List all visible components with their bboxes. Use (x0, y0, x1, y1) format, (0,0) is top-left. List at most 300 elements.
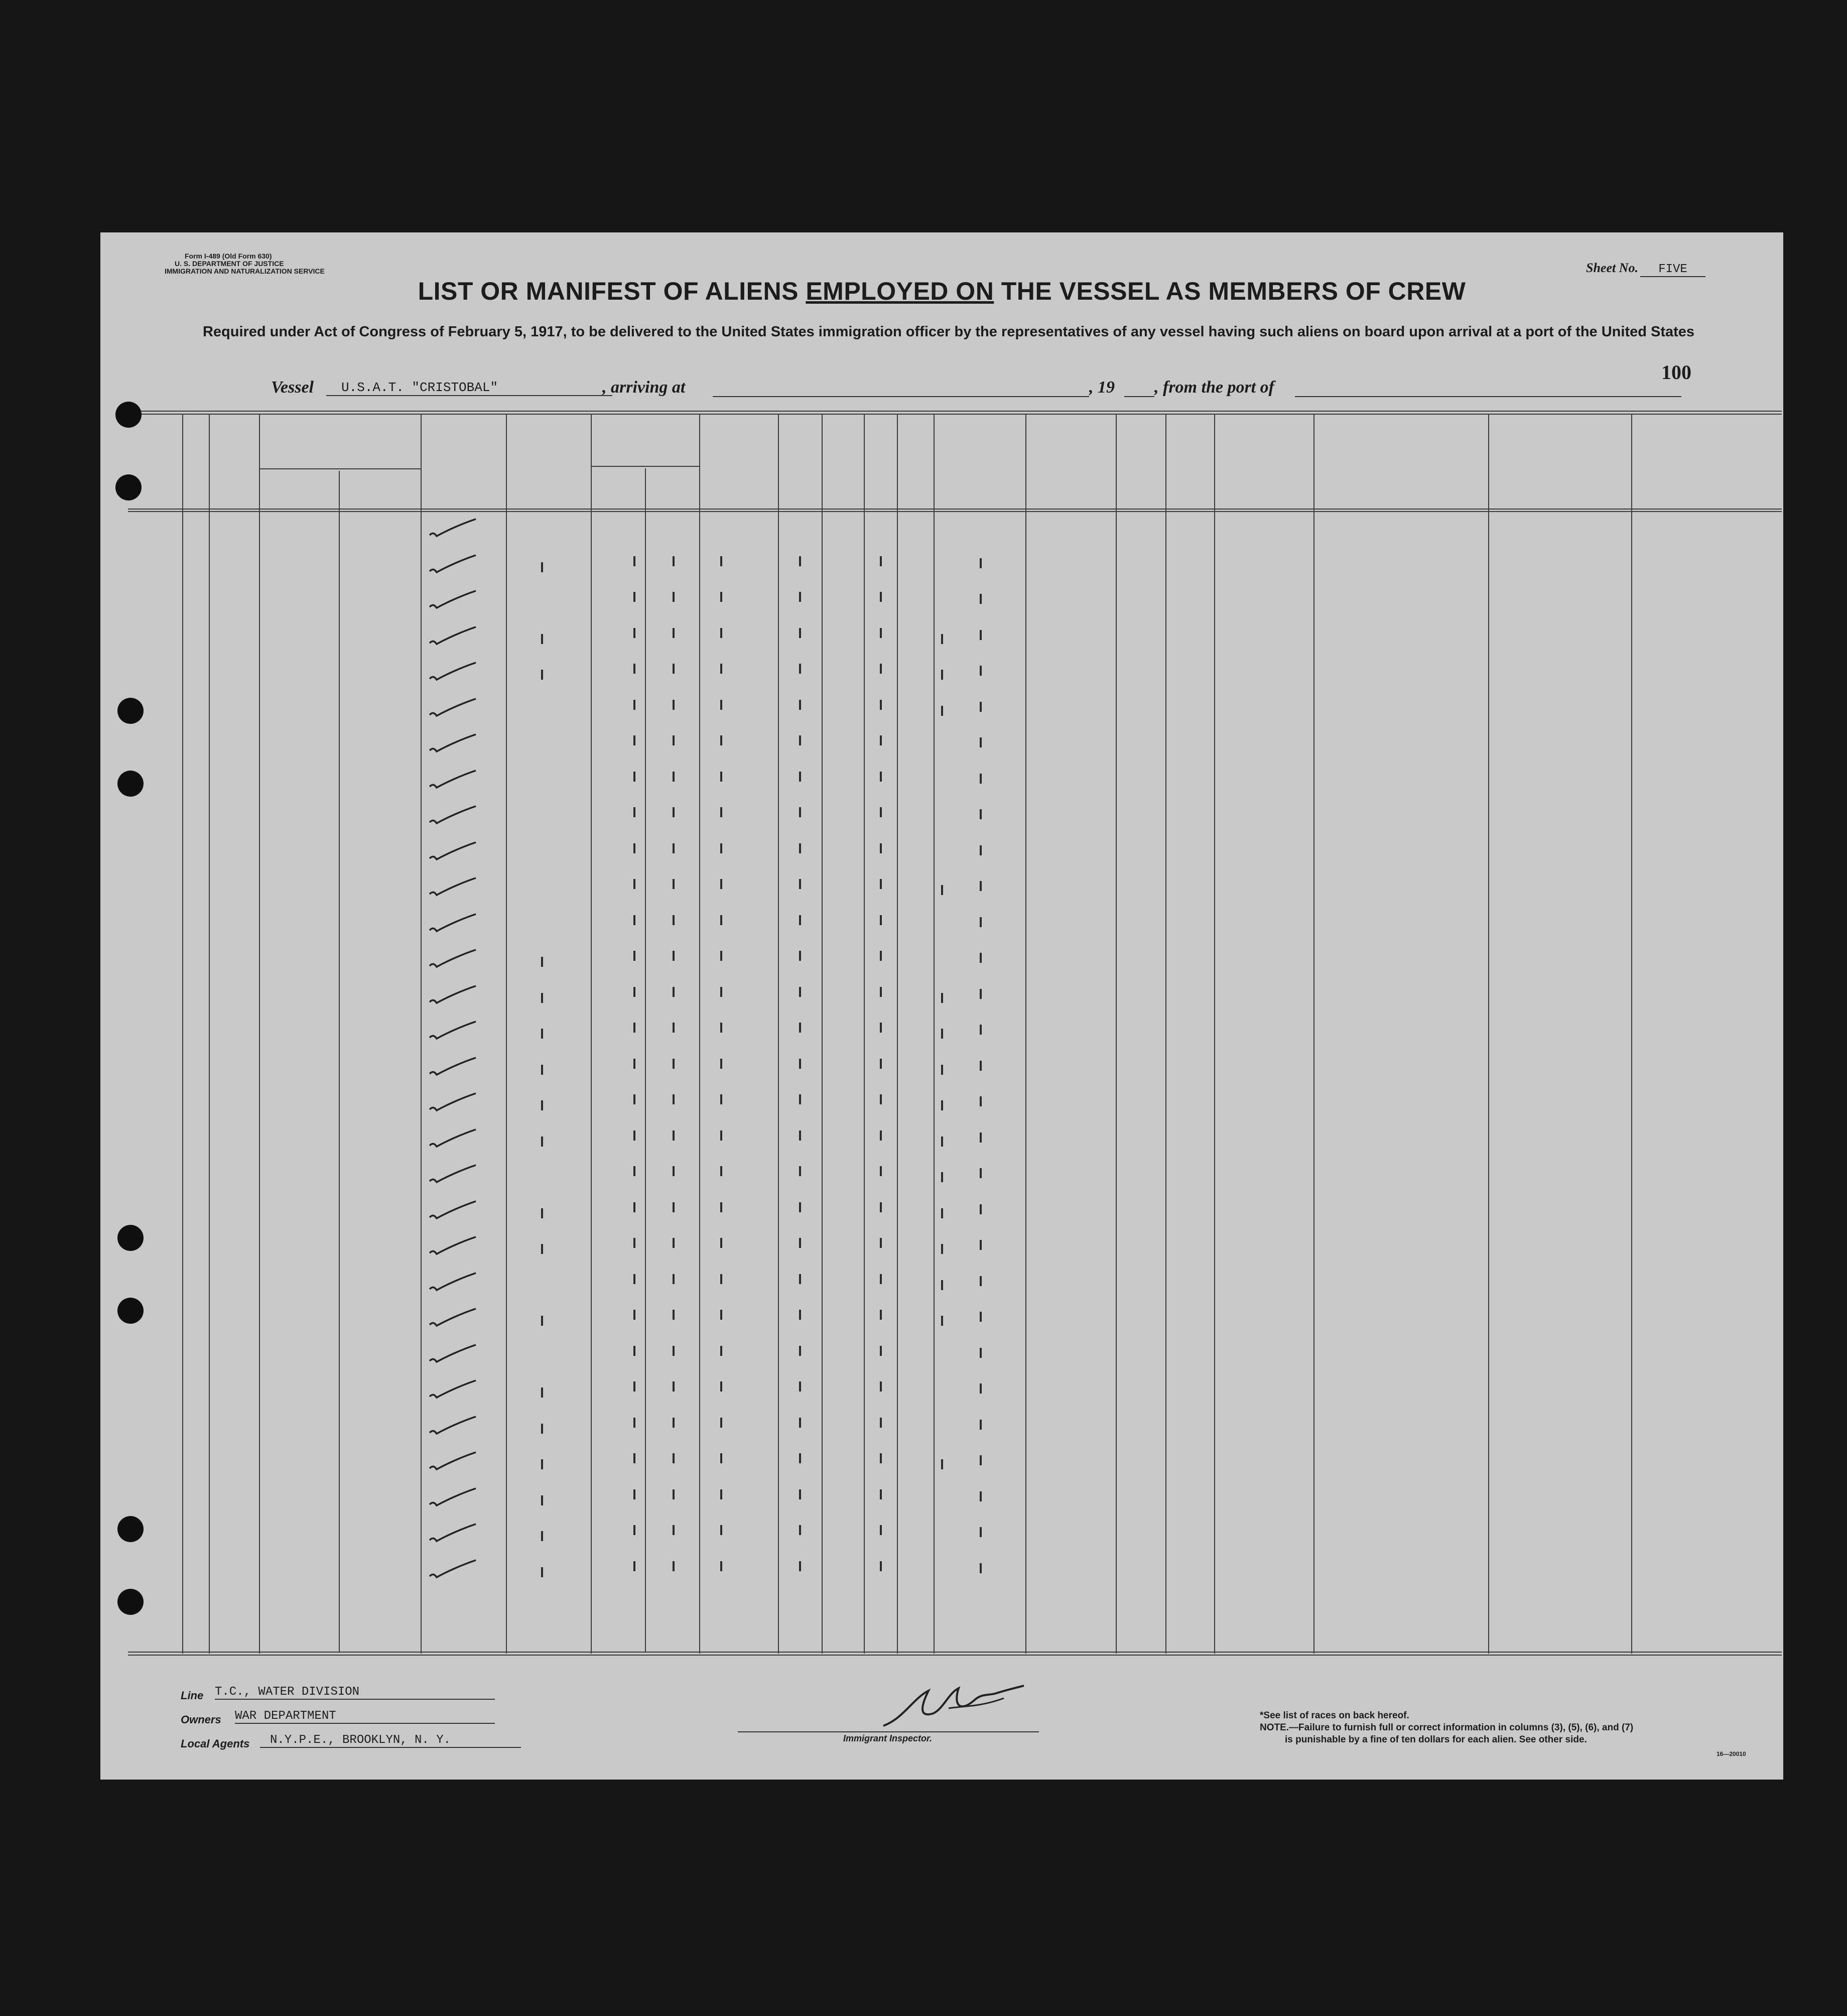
ditto-mark (799, 1059, 801, 1069)
punch-hole (117, 1589, 144, 1615)
ditto-mark (720, 1453, 722, 1463)
ditto-mark (880, 915, 882, 925)
ditto-mark (880, 664, 882, 674)
punch-hole (117, 1516, 144, 1542)
column-rule (182, 414, 183, 1654)
ditto-mark (980, 917, 982, 927)
checkmark-stroke (430, 1237, 476, 1254)
checkmark-stroke (430, 842, 476, 859)
name-subcolumn-rule (339, 471, 340, 1653)
ditto-mark (880, 556, 882, 566)
ditto-mark (633, 592, 635, 602)
ditto-mark (880, 1453, 882, 1463)
ditto-mark (799, 1202, 801, 1212)
ditto-mark (980, 1061, 982, 1071)
service-checkmark (426, 553, 481, 578)
ditto-mark (673, 1310, 675, 1320)
ditto-mark (720, 1274, 722, 1284)
ditto-mark (941, 1100, 943, 1110)
ditto-mark (880, 1059, 882, 1069)
ditto-mark (799, 1346, 801, 1356)
ditto-mark (541, 1100, 543, 1110)
service-checkmark (426, 1415, 481, 1440)
ditto-mark (799, 1130, 801, 1141)
ditto-mark (673, 1166, 675, 1176)
ditto-mark (880, 1381, 882, 1392)
ditto-mark (633, 1094, 635, 1104)
column-rule (822, 414, 823, 1654)
ditto-mark (720, 1059, 722, 1069)
ditto-mark (980, 1096, 982, 1106)
ditto-mark (941, 706, 943, 716)
checkmark-stroke (430, 1560, 476, 1577)
name-subheader-rule (259, 468, 421, 469)
ditto-mark (633, 915, 635, 925)
ditto-mark (941, 1316, 943, 1326)
service-checkmark (426, 1235, 481, 1260)
ditto-mark (673, 843, 675, 853)
checkmark-stroke (430, 1417, 476, 1434)
vessel-label: Vessel (271, 378, 314, 397)
ditto-mark (799, 772, 801, 782)
ditto-mark (720, 987, 722, 997)
ditto-mark (980, 1491, 982, 1501)
punch-hole (117, 1225, 144, 1251)
crew-table (128, 411, 1782, 1656)
vessel-line (271, 378, 1717, 400)
sheet-number-value: FIVE (1640, 263, 1705, 277)
checkmark-stroke (430, 771, 476, 788)
ditto-mark (673, 1274, 675, 1284)
ditto-mark (633, 1238, 635, 1248)
ditto-mark (673, 1238, 675, 1248)
ditto-mark (673, 1202, 675, 1212)
ditto-mark (720, 1489, 722, 1499)
ditto-mark (980, 1348, 982, 1358)
service-checkmark (426, 732, 481, 758)
ditto-mark (880, 987, 882, 997)
service-checkmark (426, 697, 481, 722)
ditto-mark (541, 1531, 543, 1541)
ditto-mark (799, 879, 801, 889)
ditto-mark (980, 1383, 982, 1394)
ditto-mark (673, 592, 675, 602)
agents-label: Local Agents (181, 1737, 250, 1750)
ditto-mark (541, 993, 543, 1003)
table-top-rule (128, 411, 1782, 412)
inspector-signature (873, 1678, 1034, 1733)
title-part-1: LIST OR MANIFEST OF ALIENS (418, 277, 806, 305)
department-name: U. S. DEPARTMENT OF JUSTICE (175, 260, 284, 268)
ditto-mark (980, 1312, 982, 1322)
ditto-mark (941, 670, 943, 680)
ditto-mark (673, 807, 675, 817)
ditto-mark (633, 700, 635, 710)
ditto-mark (799, 1094, 801, 1104)
ditto-mark (880, 1418, 882, 1428)
service-checkmark (426, 1091, 481, 1116)
ditto-mark (720, 664, 722, 674)
ditto-mark (980, 1240, 982, 1250)
punch-hole (117, 698, 144, 724)
service-checkmark (426, 1020, 481, 1045)
checkmark-stroke (430, 663, 476, 680)
page-subtitle: Required under Act of Congress of February 5, 1917, to be delivered to the United States immigration officer by the representatives of any vessel having such aliens on board upon arrival at a port of the United States (202, 324, 1695, 340)
ditto-mark (720, 735, 722, 745)
service-checkmark (426, 1307, 481, 1332)
service-checkmark (426, 1163, 481, 1188)
footer-block (100, 1658, 1783, 1779)
ditto-mark (799, 628, 801, 638)
ditto-mark (799, 843, 801, 853)
punch-hole (117, 1298, 144, 1324)
ditto-mark (720, 879, 722, 889)
column-rule (1631, 414, 1632, 1654)
column-rule (421, 414, 422, 1654)
ditto-mark (633, 1381, 635, 1392)
ditto-mark (633, 879, 635, 889)
ditto-mark (673, 987, 675, 997)
service-checkmark (426, 1343, 481, 1368)
ditto-mark (633, 1561, 635, 1571)
checkmark-stroke (430, 1380, 476, 1398)
ditto-mark (980, 737, 982, 747)
ditto-mark (799, 987, 801, 997)
ditto-mark (880, 1274, 882, 1284)
checkmark-stroke (430, 950, 476, 967)
checkmark-stroke (430, 1273, 476, 1290)
ditto-mark (980, 666, 982, 676)
column-rule (1488, 414, 1489, 1654)
checkmark-stroke (430, 806, 476, 823)
checkmark-stroke (430, 1201, 476, 1218)
checkmark-stroke (430, 519, 476, 536)
ditto-mark (673, 951, 675, 961)
ditto-mark (799, 592, 801, 602)
ditto-mark (720, 556, 722, 566)
ditto-mark (980, 1563, 982, 1573)
port-label: , from the port of (1154, 378, 1274, 397)
ditto-mark (633, 1166, 635, 1176)
service-checkmark (426, 804, 481, 829)
ditto-mark (941, 634, 943, 644)
title-part-3: THE VESSEL AS MEMBERS OF CREW (994, 277, 1466, 305)
ditto-mark (720, 772, 722, 782)
service-checkmark (426, 876, 481, 901)
ditto-mark (799, 1023, 801, 1033)
ditto-mark (941, 1137, 943, 1147)
ditto-mark (880, 1561, 882, 1571)
penalty-note-2: is punishable by a fine of ten dollars for each alien. See other side. (1285, 1734, 1587, 1745)
ditto-mark (980, 558, 982, 568)
ditto-mark (799, 664, 801, 674)
ditto-mark (720, 628, 722, 638)
ditto-mark (673, 915, 675, 925)
ditto-mark (720, 1561, 722, 1571)
ditto-mark (799, 1166, 801, 1176)
ditto-mark (980, 1132, 982, 1143)
ditto-mark (880, 592, 882, 602)
ditto-mark (633, 628, 635, 638)
ditto-mark (799, 1274, 801, 1284)
ditto-mark (941, 1208, 943, 1218)
table-top-rule-2 (128, 414, 1782, 415)
ditto-mark (633, 951, 635, 961)
ditto-mark (541, 1029, 543, 1039)
service-checkmark (426, 912, 481, 937)
ditto-mark (880, 1525, 882, 1535)
ditto-mark (633, 1489, 635, 1499)
ditto-mark (980, 630, 982, 640)
ditto-mark (880, 1094, 882, 1104)
ditto-mark (673, 772, 675, 782)
ditto-mark (880, 1166, 882, 1176)
ditto-mark (980, 989, 982, 999)
service-checkmark (426, 1271, 481, 1296)
ditto-mark (941, 1029, 943, 1039)
ditto-mark (799, 1310, 801, 1320)
ditto-mark (880, 1202, 882, 1212)
punch-hole (117, 771, 144, 797)
ditto-mark (880, 1310, 882, 1320)
checkmark-stroke (430, 627, 476, 644)
vessel-value: U.S.A.T. "CRISTOBAL" (326, 380, 612, 396)
ditto-mark (633, 772, 635, 782)
ditto-mark (980, 1455, 982, 1465)
ditto-mark (799, 951, 801, 961)
ditto-mark (720, 1023, 722, 1033)
ditto-mark (541, 670, 543, 680)
print-code: 16—20010 (1717, 1750, 1746, 1757)
service-checkmark (426, 948, 481, 973)
ditto-mark (673, 1453, 675, 1463)
ditto-mark (880, 1346, 882, 1356)
service-checkmark (426, 589, 481, 614)
ditto-mark (941, 1280, 943, 1290)
page-number: 100 (1661, 361, 1691, 384)
ditto-mark (980, 845, 982, 855)
agents-value: N.Y.P.E., BROOKLYN, N. Y. (260, 1733, 521, 1748)
ditto-mark (880, 628, 882, 638)
ditto-mark (720, 1525, 722, 1535)
ditto-mark (633, 1525, 635, 1535)
ditto-mark (541, 957, 543, 967)
ditto-mark (880, 1238, 882, 1248)
ditto-mark (673, 700, 675, 710)
ditto-mark (720, 700, 722, 710)
ditto-mark (980, 953, 982, 963)
ditto-mark (980, 1168, 982, 1178)
column-rule (1116, 414, 1117, 1654)
checkmark-stroke (430, 1022, 476, 1039)
ditto-mark (720, 951, 722, 961)
ditto-mark (980, 1276, 982, 1286)
ditto-mark (541, 1567, 543, 1577)
owners-label: Owners (181, 1713, 221, 1726)
inspector-signature-line (738, 1731, 1039, 1732)
ditto-mark (633, 664, 635, 674)
service-checkmark (426, 840, 481, 865)
ditto-mark (673, 1418, 675, 1428)
ditto-mark (941, 993, 943, 1003)
service-checkmark (426, 1378, 481, 1404)
checkmark-stroke (430, 1165, 476, 1182)
ditto-mark (880, 735, 882, 745)
ditto-mark (673, 1059, 675, 1069)
ditto-mark (799, 700, 801, 710)
sheet-number-label: Sheet No. (1586, 261, 1638, 275)
ditto-mark (673, 735, 675, 745)
ditto-mark (720, 592, 722, 602)
ditto-mark (633, 1310, 635, 1320)
service-checkmark (426, 984, 481, 1009)
ditto-mark (799, 1381, 801, 1392)
service-checkmark (426, 517, 481, 542)
ditto-mark (541, 1137, 543, 1147)
ditto-mark (941, 1244, 943, 1254)
column-rule (259, 414, 260, 1654)
shipped-subcolumn-rule (645, 468, 646, 1653)
column-rule (1313, 414, 1314, 1654)
ditto-mark (633, 1453, 635, 1463)
ditto-mark (799, 1238, 801, 1248)
ditto-mark (673, 1489, 675, 1499)
form-id-block (165, 253, 325, 275)
ditto-mark (541, 1495, 543, 1505)
arriving-field (713, 396, 1089, 397)
year-label: , 19 (1089, 378, 1115, 397)
column-rule (591, 414, 592, 1654)
table-bottom-rule-2 (128, 1655, 1782, 1656)
column-rule (778, 414, 779, 1654)
ditto-mark (880, 1489, 882, 1499)
checkmark-stroke (430, 1524, 476, 1541)
ditto-mark (941, 1172, 943, 1182)
checkmark-stroke (430, 1452, 476, 1469)
ditto-mark (633, 807, 635, 817)
ditto-mark (541, 1388, 543, 1398)
ditto-mark (880, 951, 882, 961)
punch-hole (115, 402, 142, 428)
ditto-mark (880, 879, 882, 889)
checkmark-stroke (430, 1129, 476, 1147)
line-value: T.C., WATER DIVISION (215, 1685, 495, 1700)
page-title (100, 277, 1783, 306)
checkmark-stroke (430, 591, 476, 608)
ditto-mark (673, 1381, 675, 1392)
ditto-mark (980, 1204, 982, 1214)
service-checkmark (426, 625, 481, 650)
ditto-mark (799, 1561, 801, 1571)
ditto-mark (633, 1023, 635, 1033)
ditto-mark (941, 1459, 943, 1469)
ditto-mark (980, 702, 982, 712)
ditto-mark (633, 987, 635, 997)
service-checkmark (426, 661, 481, 686)
ditto-mark (673, 1094, 675, 1104)
header-bottom-rule-2 (128, 511, 1782, 512)
ditto-mark (673, 1130, 675, 1141)
ditto-mark (633, 1418, 635, 1428)
ditto-mark (633, 1274, 635, 1284)
title-part-2: EMPLOYED ON (806, 277, 994, 305)
header-bottom-rule (128, 509, 1782, 510)
column-rule (1025, 414, 1026, 1654)
ditto-mark (799, 1489, 801, 1499)
ditto-mark (720, 1346, 722, 1356)
checkmark-stroke (430, 699, 476, 716)
year-field (1124, 396, 1154, 397)
column-rule (209, 414, 210, 1654)
ditto-mark (633, 556, 635, 566)
checkmark-stroke (430, 734, 476, 751)
service-name: IMMIGRATION AND NATURALIZATION SERVICE (165, 267, 325, 275)
ditto-mark (880, 1130, 882, 1141)
ditto-mark (673, 1561, 675, 1571)
checkmark-stroke (430, 1488, 476, 1505)
form-number: Form I-489 (Old Form 630) (185, 252, 272, 260)
ditto-mark (880, 843, 882, 853)
ditto-mark (799, 1525, 801, 1535)
ditto-mark (980, 1527, 982, 1537)
ditto-mark (799, 915, 801, 925)
ditto-mark (720, 1094, 722, 1104)
service-checkmark (426, 1127, 481, 1153)
manifest-sheet (100, 232, 1783, 1780)
service-checkmark (426, 1522, 481, 1547)
ditto-mark (541, 634, 543, 644)
ditto-mark (880, 1023, 882, 1033)
checkmark-stroke (430, 1093, 476, 1110)
ditto-mark (799, 1418, 801, 1428)
ditto-mark (633, 1130, 635, 1141)
penalty-note-1: NOTE.—Failure to furnish full or correct information in columns (3), (5), (6), and (7) (1260, 1722, 1634, 1733)
ditto-mark (799, 807, 801, 817)
ditto-mark (720, 1166, 722, 1176)
ditto-mark (633, 1346, 635, 1356)
ditto-mark (541, 1424, 543, 1434)
ditto-mark (980, 594, 982, 604)
column-rule (699, 414, 700, 1654)
ditto-mark (673, 879, 675, 889)
ditto-mark (799, 1453, 801, 1463)
ditto-mark (980, 881, 982, 891)
service-checkmark (426, 1199, 481, 1224)
ditto-mark (720, 843, 722, 853)
ditto-mark (541, 562, 543, 572)
ditto-mark (673, 628, 675, 638)
column-rule (506, 414, 507, 1654)
inspector-label: Immigrant Inspector. (843, 1733, 933, 1743)
sheet-number-field (1586, 261, 1752, 277)
ditto-mark (880, 807, 882, 817)
punch-hole (115, 474, 142, 500)
checkmark-stroke (430, 914, 476, 931)
ditto-mark (633, 1202, 635, 1212)
table-bottom-rule (128, 1652, 1782, 1653)
ditto-mark (541, 1065, 543, 1075)
service-checkmark (426, 1056, 481, 1081)
ditto-mark (720, 1418, 722, 1428)
checkmark-stroke (430, 1345, 476, 1362)
ditto-mark (980, 1025, 982, 1035)
ditto-mark (799, 735, 801, 745)
ditto-mark (980, 809, 982, 819)
service-checkmark (426, 769, 481, 794)
checkmark-stroke (430, 878, 476, 895)
ditto-mark (720, 1381, 722, 1392)
shipped-subheader-rule (591, 466, 699, 467)
